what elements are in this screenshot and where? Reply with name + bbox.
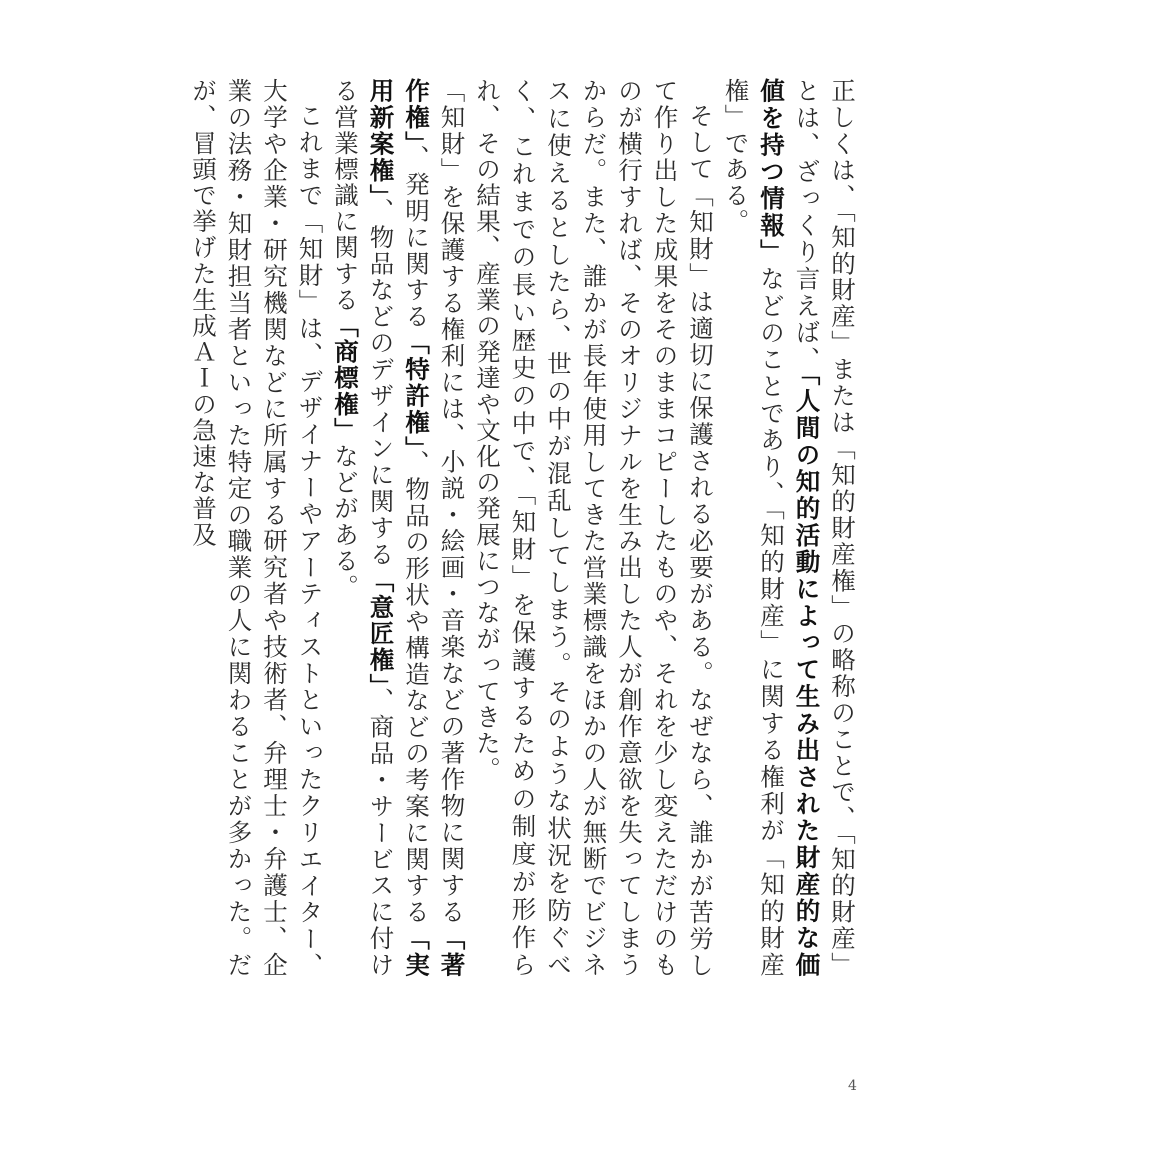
text-segment: 、物品の形状や構造などの考案に関する bbox=[402, 449, 431, 926]
text-segment: などがある。 bbox=[331, 443, 360, 601]
paragraph-1 bbox=[718, 78, 860, 978]
text-segment: これまで「知財」は、デザイナーやアーティストといったクリエイター、大学や企業・研究機関などに所属する研究者や技術者、弁理士・弁護士、企業の法務・知財担当者といった特定の職業の人に関わることが多かった。だが、冒頭で挙げた生成ＡＩの急速な普及 bbox=[189, 78, 325, 978]
bold-term-patent: 「特許権」 bbox=[402, 330, 431, 450]
vertical-text-body bbox=[186, 78, 861, 978]
paragraph-2 bbox=[470, 78, 719, 978]
text-segment: 、物品などのデザインに関する bbox=[366, 197, 396, 568]
page-number: 4 bbox=[848, 1078, 857, 1094]
bold-term-trademark: 「商標権」 bbox=[331, 312, 360, 444]
paragraph-3 bbox=[328, 78, 470, 978]
paragraph-4 bbox=[186, 78, 328, 978]
text-segment: 、発明に関する bbox=[402, 145, 431, 330]
bold-term-copyright: 「著作権」 bbox=[402, 78, 467, 979]
text-segment: 、商品・サービスに付ける営業標識に関する bbox=[331, 78, 396, 979]
text-segment: 正しくは、「知的財産」または「知的財産権」の略称のことで、「知的財産」とは、ざっくり言えば、 bbox=[792, 78, 857, 978]
text-segment: などのことであり、「知的財産」に関する権利が「知的財産権」である。 bbox=[721, 78, 786, 979]
bold-definition: 「人間の知的活動によって生み出された財産的な価値を持つ情報」 bbox=[757, 78, 822, 978]
text-segment: そして「知財」は適切に保護される必要がある。なぜなら、誰かが苦労して作り出した成果をそのままコピーしたものや、それを少し変えただけのものが横行すれば、そのオリジナルを生み出した人が創作意欲を失ってしまうからだ。また、誰かが長年使用してきた営業標識をほかの人が無断でビジネスに使えるとしたら、世の中が混乱してしまう。そのような状況を防ぐべく、これまでの長い歴史の中で、「知財」を保護するための制度が形作られ、その結果、産業の発達や文化の発展につながってきた。 bbox=[473, 78, 715, 978]
bold-term-utility-model: 「実用新案権」 bbox=[366, 78, 431, 979]
text-segment: 「知財」を保護する権利には、小説・絵画・音楽などの著作物に関する bbox=[437, 78, 467, 926]
bold-term-design-right: 「意匠権」 bbox=[366, 567, 396, 688]
